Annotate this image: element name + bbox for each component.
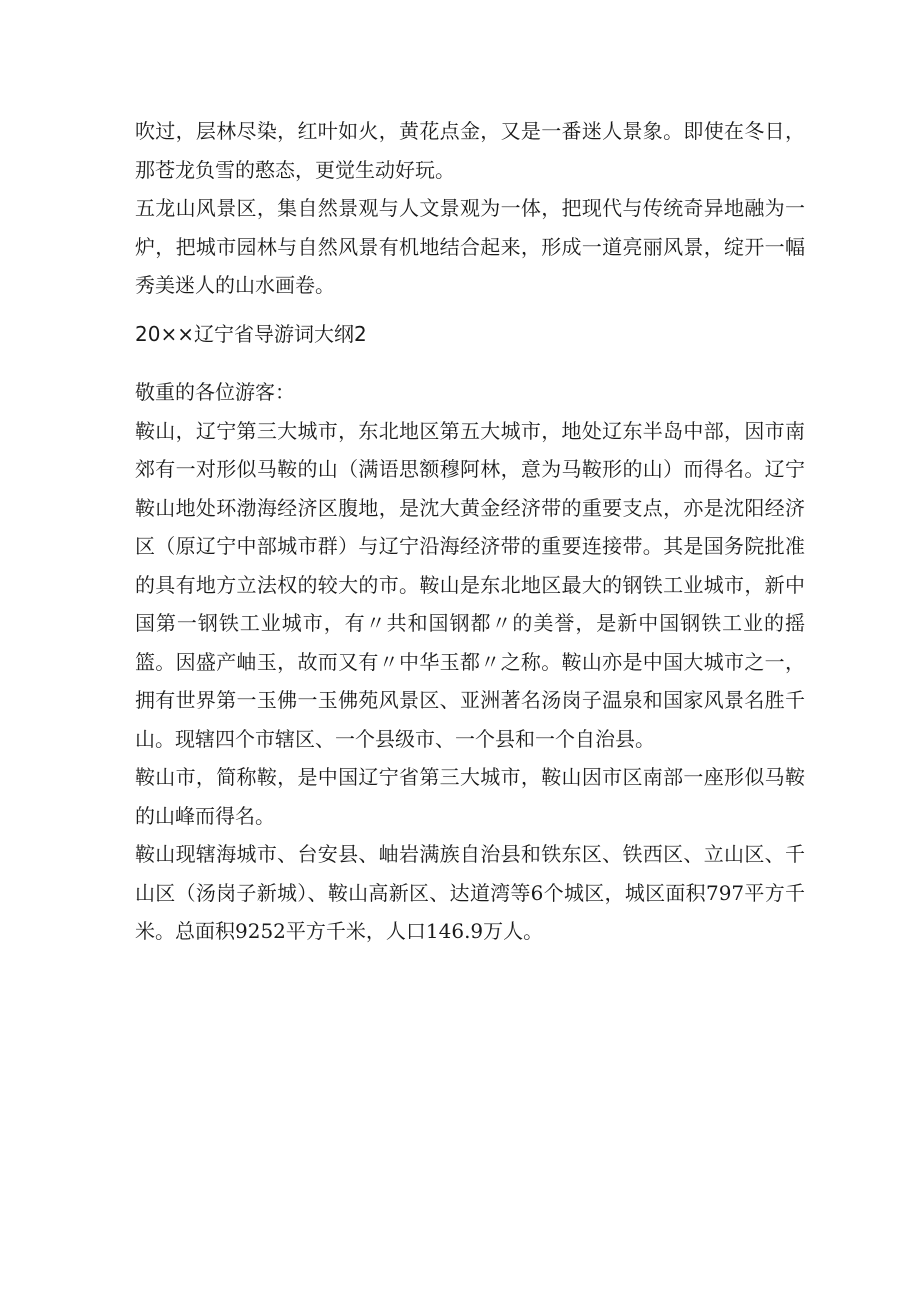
spacer [135,353,805,373]
paragraph-autumn-winter: 吹过，层林尽染，红叶如火，黄花点金，又是一番迷人景象。即使在冬日，那苍龙负雪的憨态，更觉生动好玩。 [135,119,805,182]
paragraph-wulongshan: 五龙山风景区，集自然景观与人文景观为一体，把现代与传统奇异地融为一炉，把城市园林与自然风景有机地结合起来，形成一道亮丽风景，绽开一幅秀美迷人的山水画卷。 [135,196,805,297]
paragraph-anshan-intro: 鞍山，辽宁第三大城市，东北地区第五大城市，地处辽东半岛中部，因市南郊有一对形似马鞍的山（满语思额穆阿林，意为马鞍形的山）而得名。辽宁鞍山地处环渤海经济区腹地，是沈大黄金经济带的重要支点，亦是沈阳经济区（原辽宁中部城市群）与辽宁沿海经济带的重要连接带。其是国务院批准的具有地方立法权的较大的市。鞍山是东北地区最大的钢铁工业城市，新中国第一钢铁工业城市，有〃共和国钢都〃的美誉，是新中国钢铁工业的摇篮。因盛产岫玉，故而又有〃中华玉都〃之称。鞍山亦是中国大城市之一，拥有世界第一玉佛一玉佛苑风景区、亚洲著名汤岗子温泉和国家风景名胜千山。现辖四个市辖区、一个县级市、一个县和一个自治县。 [135,418,805,751]
greeting: 敬重的各位游客： [135,380,295,404]
section-heading: 20××辽宁省导游词大纲2 [135,321,367,346]
document-page [135,112,805,951]
spacer [135,305,805,315]
paragraph-anshan-districts: 鞍山现辖海城市、台安县、岫岩满族自治县和铁东区、铁西区、立山区、千山区（汤岗子新城）、鞍山高新区、达道湾等6个城区，城区面积797平方千米。总面积9252平方千米，人口146.9万人。 [135,842,805,943]
paragraph-anshan-name: 鞍山市，简称鞍，是中国辽宁省第三大城市，鞍山因市区南部一座形似马鞍的山峰而得名。 [135,765,805,828]
